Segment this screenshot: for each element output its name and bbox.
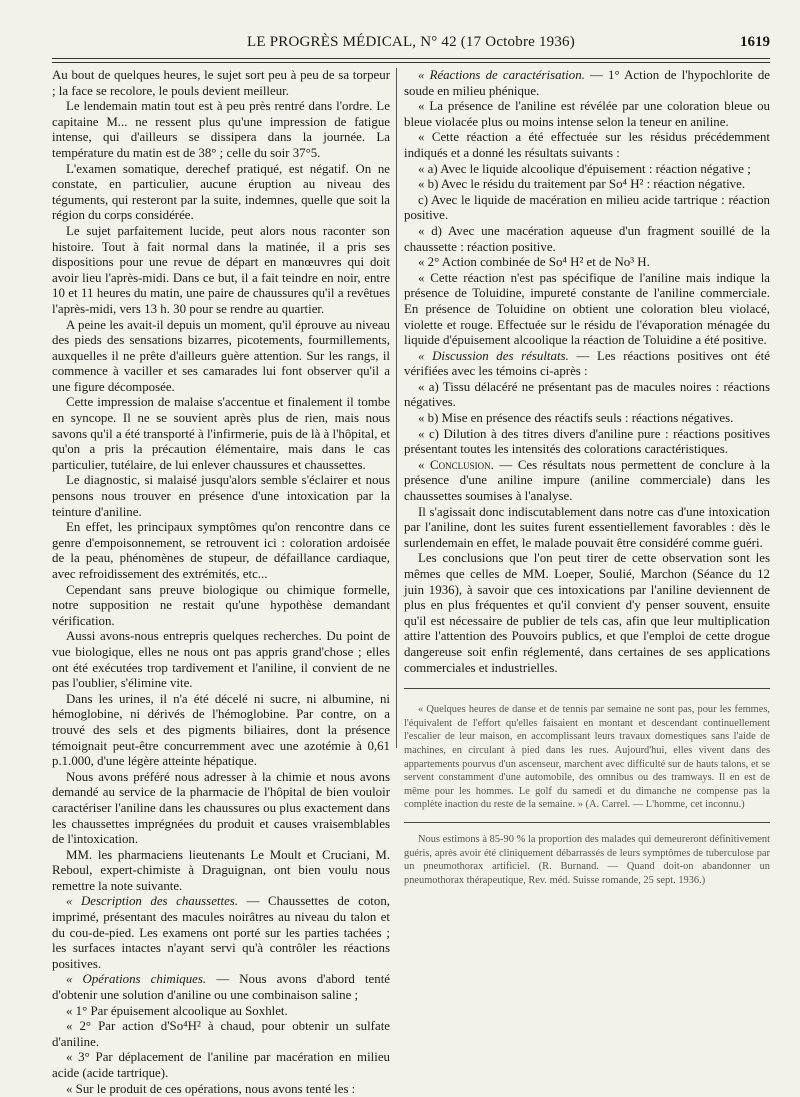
column-divider	[396, 68, 397, 748]
paragraph: « b) Avec le résidu du traitement par So⁴ H² : réaction négative.	[418, 177, 746, 192]
left-column	[52, 68, 390, 1097]
quote-note: Nous estimons à 85-90 % la proportion des malades qui demeureront définitivement guéris, après avoir été cliniquement débarrassés de leurs symptômes de tuberculose par un pneumothorax artificiel. (R. Burnand. — Quand doit-on abandonner un pneumothorax thérapeutique, Rev. méd. Suisse romande, 25 sept. 1936.)	[404, 833, 770, 886]
paragraph: « c) Dilution à des titres divers d'aniline pure : réactions positives présentant toutes les intensités des colorations caractéristiques.	[404, 426, 770, 457]
paragraph: « 1° Par épuisement alcoolique au Soxhlet.	[66, 1003, 288, 1018]
section-text: — Ces résultats nous permettent de conclure à la présence d'une aniline impure (aniline commerciale) dans les chaussettes soumises à l'analyse.	[404, 457, 770, 504]
paragraph: « Cette réaction n'est pas spécifique de l'aniline mais indique la présence de Toluidine, impureté constante de l'aniline commerciale. En présence de Toluidine on obtient une coloration bleu violacé, violette et rouge. Effectuée sur le résidu de l'évaporation ménagée du liquide d'épuisement alcoolique la réaction de Toluidine a été positive.	[404, 270, 770, 348]
paragraph: Le lendemain matin tout est à peu près rentré dans l'ordre. Le capitaine M... ne ressent plus qu'une impression de fatigue intense, qui d'ailleurs se dissipera dans la journée. La température du matin est de 38° ; celle du soir 37°5.	[52, 99, 390, 160]
paragraph: c) Avec le liquide de macération en milieu acide tartrique : réaction positive.	[404, 192, 770, 223]
section-text: — 1° Action de l'hypochlorite de soude en milieu phénique.	[404, 68, 770, 98]
section-label: « Opérations chimiques.	[66, 972, 207, 987]
quote-note: « Quelques heures de danse et de tennis par semaine ne sont pas, pour les femmes, l'équivalent de l'effort qu'elles faisaient en montant et descendant continuellement l'escalier de leur maison, en accomplissant leurs travaux domestiques sans l'aide de machines, en circulant à pied dans les rues. Aujourd'hui, elles vivent dans des appartements pourvus d'un ascenseur, marchent avec difficulté sur de hauts talons, et se servent constamment d'une automobile, des omnibus ou des tramways. Il en est de même pour les hommes. Le golf du samedi et du dimanche ne compense pas la complète inaction du reste de la semaine. » (A. Carrel. — L'homme, cet inconnu.)	[404, 704, 770, 811]
paragraph: « 3° Par déplacement de l'aniline par macération en milieu acide (acide tartrique).	[52, 1050, 390, 1080]
paragraph: « La présence de l'aniline est révélée par une coloration bleue ou bleue violacée plus ou moins intense selon la teneur en aniline.	[404, 99, 770, 129]
paragraph: « a) Avec le liquide alcoolique d'épuisement : réaction négative ;	[418, 161, 751, 176]
paragraph: Cette impression de malaise s'accentue et finalement il tombe en syncope. Il ne se souvient après plus de rien, mais nous savons qu'il a été transporté à l'infirmerie, puis de là à l'hôpital, et qu'on a pris la précaution élémentaire, mais dans le cas particulier, tutélaire, de lui enlever chaussures et chaussettes.	[52, 395, 390, 472]
paragraph: L'examen somatique, derechef pratiqué, est négatif. On ne constate, en particulier, aucune éruption au niveau des téguments, qui resteront par la suite, indemnes, quelle que soit la région du corps considérée.	[52, 161, 390, 223]
journal-title: LE PROGRÈS MÉDICAL, N° 42 (17 Octobre 1936)	[247, 34, 575, 50]
paragraph: « Cette réaction a été effectuée sur les résidus précédemment indiqués et a donné les résultats suivants :	[404, 130, 770, 160]
right-column	[404, 68, 770, 887]
paragraph: « 2° Action combinée de So⁴ H² et de No³ H.	[418, 255, 650, 270]
page-number: 1619	[740, 34, 770, 50]
running-header	[52, 34, 770, 56]
section-label: « Discussion des résultats.	[418, 348, 569, 363]
paragraph: « d) Avec une macération aqueuse d'un fragment souillé de la chaussette : réaction positive.	[404, 223, 770, 254]
paragraph: En effet, les principaux symptômes qu'on rencontre dans ce genre d'empoisonnement, se retrouvent ici : coloration ardoisée de la peau, phénomènes de stupeur, de défaillance cardiaque, avec refroidissement des extrémités, etc...	[52, 520, 390, 581]
section-text: — Chaussettes de coton, imprimé, présentant des macules noirâtres au niveau du talon et du cou-de-pied. Les examens ont porté sur les parties tachées ; les surfaces intactes n'ayant servi qu'à contrôler les réactions positives.	[52, 894, 390, 971]
paragraph: Au bout de quelques heures, le sujet sort peu à peu de sa torpeur ; la face se recolore, le pouls devient meilleur.	[52, 68, 390, 98]
section-label: « Conclusion.	[418, 457, 494, 472]
section-text: — Les réactions positives ont été vérifiées avec les témoins ci-après :	[404, 348, 770, 379]
paragraph	[404, 458, 770, 505]
paragraph: Le sujet parfaitement lucide, peut alors nous raconter son histoire. Tout à fait normal dans la matinée, il a pris ses dispositions pour une revue de départ en manœuvres qui doit avoir lieu l'après-midi. Dans ce but, il a fait teindre en noir, entre 10 et 11 heures du matin, une paire de chaussures qu'il a revêtues l'après-midi, vers 13 h. 30 pour se rendre au quartier.	[52, 223, 390, 316]
paragraph: « Sur le produit de ces opérations, nous avons tenté les :	[66, 1081, 356, 1096]
paragraph: A peine les avait-il depuis un moment, qu'il éprouve au niveau des pieds des sensations bizarres, picotements, fourmillements, auxquelles il ne prête d'ailleurs guère attention. Sur les rangs, il commence à vaciller et ses camarades lui font observer qu'il a une figure décomposée.	[52, 317, 390, 394]
header-rule	[52, 58, 770, 59]
section-rule	[404, 822, 770, 823]
paragraph: Il s'agissait donc indiscutablement dans notre cas d'une intoxication par l'aniline, dont les suites furent essentiellement favorables : dès le surlendemain en effet, le malade pouvait être considéré comme guéri.	[404, 504, 770, 550]
paragraph: Nous avons préféré nous adresser à la chimie et nous avons demandé au service de la pharmacie de l'hôpital de bien vouloir caractériser l'aniline dans les chaussures ou plus exactement dans les chaussettes imprégnées du produit et causes vraisemblables de l'intoxication.	[52, 769, 390, 847]
paragraph	[52, 972, 390, 1003]
paragraph: Cependant sans preuve biologique ou chimique formelle, notre supposition ne restait qu'une hypothèse demandant vérification.	[52, 582, 390, 628]
paragraph: « b) Mise en présence des réactifs seuls : réactions négatives.	[418, 411, 734, 426]
paragraph	[404, 68, 770, 99]
paragraph: Le diagnostic, si malaisé jusqu'alors semble s'éclairer et nous pensons nous trouver en présence d'une intoxication par la teinture d'aniline.	[52, 473, 390, 519]
section-label: « Réactions de caractérisation.	[418, 68, 585, 82]
paragraph: « a) Tissu délacéré ne présentant pas de macules noires : réactions négatives.	[404, 379, 770, 410]
paragraph: Les conclusions que l'on peut tirer de cette observation sont les mêmes que celles de MM. Loeper, Soulié, Marchon (Séance du 12 juin 1936), à savoir que ces intoxications par l'aniline deviennent de plus en plus fréquentes et qu'il convient d'y penser souvent, ensuite qu'il est nécessaire de publier de tels cas, afin que leur multiplication attire l'attention des Pouvoirs publics, et que l'emploi de cette drogue dangereuse soit enfin réglementé, dans certaines de ses applications commerciales et industrielles.	[404, 551, 770, 675]
paragraph	[404, 349, 770, 380]
paragraph: « 2° Par action d'So⁴H² à chaud, pour obtenir un sulfate d'aniline.	[52, 1019, 390, 1049]
paragraph	[52, 894, 390, 972]
paragraph: MM. les pharmaciens lieutenants Le Moult et Cruciani, M. Reboul, expert-chimiste à Draguignan, ont bien voulu nous remettre la note suivante.	[52, 847, 390, 893]
section-rule	[404, 688, 770, 689]
section-label: « Description des chaussettes.	[66, 894, 239, 909]
paragraph: Dans les urines, il n'a été décelé ni sucre, ni albumine, ni hémoglobine, ni dérivés de l'hémoglobine. Par contre, on a trouvé des sels et des pigments biliaires, dont la présence témoignait peut-être concurremment avec une azotémie à 0,61 p.1.000, d'une légère atteinte hépatique.	[52, 691, 390, 769]
section-text: — Nous avons d'abord tenté d'obtenir une solution d'aniline ou une combinaison saline ;	[52, 972, 391, 1003]
paragraph: Aussi avons-nous entrepris quelques recherches. Du point de vue biologique, elles ne nous ont pas appris grand'chose ; elles ont été exécutées trop tardivement et l'aniline, il convient de ne pas l'oublier, s'élimine vite.	[52, 629, 390, 691]
header-rule-double	[52, 62, 770, 63]
